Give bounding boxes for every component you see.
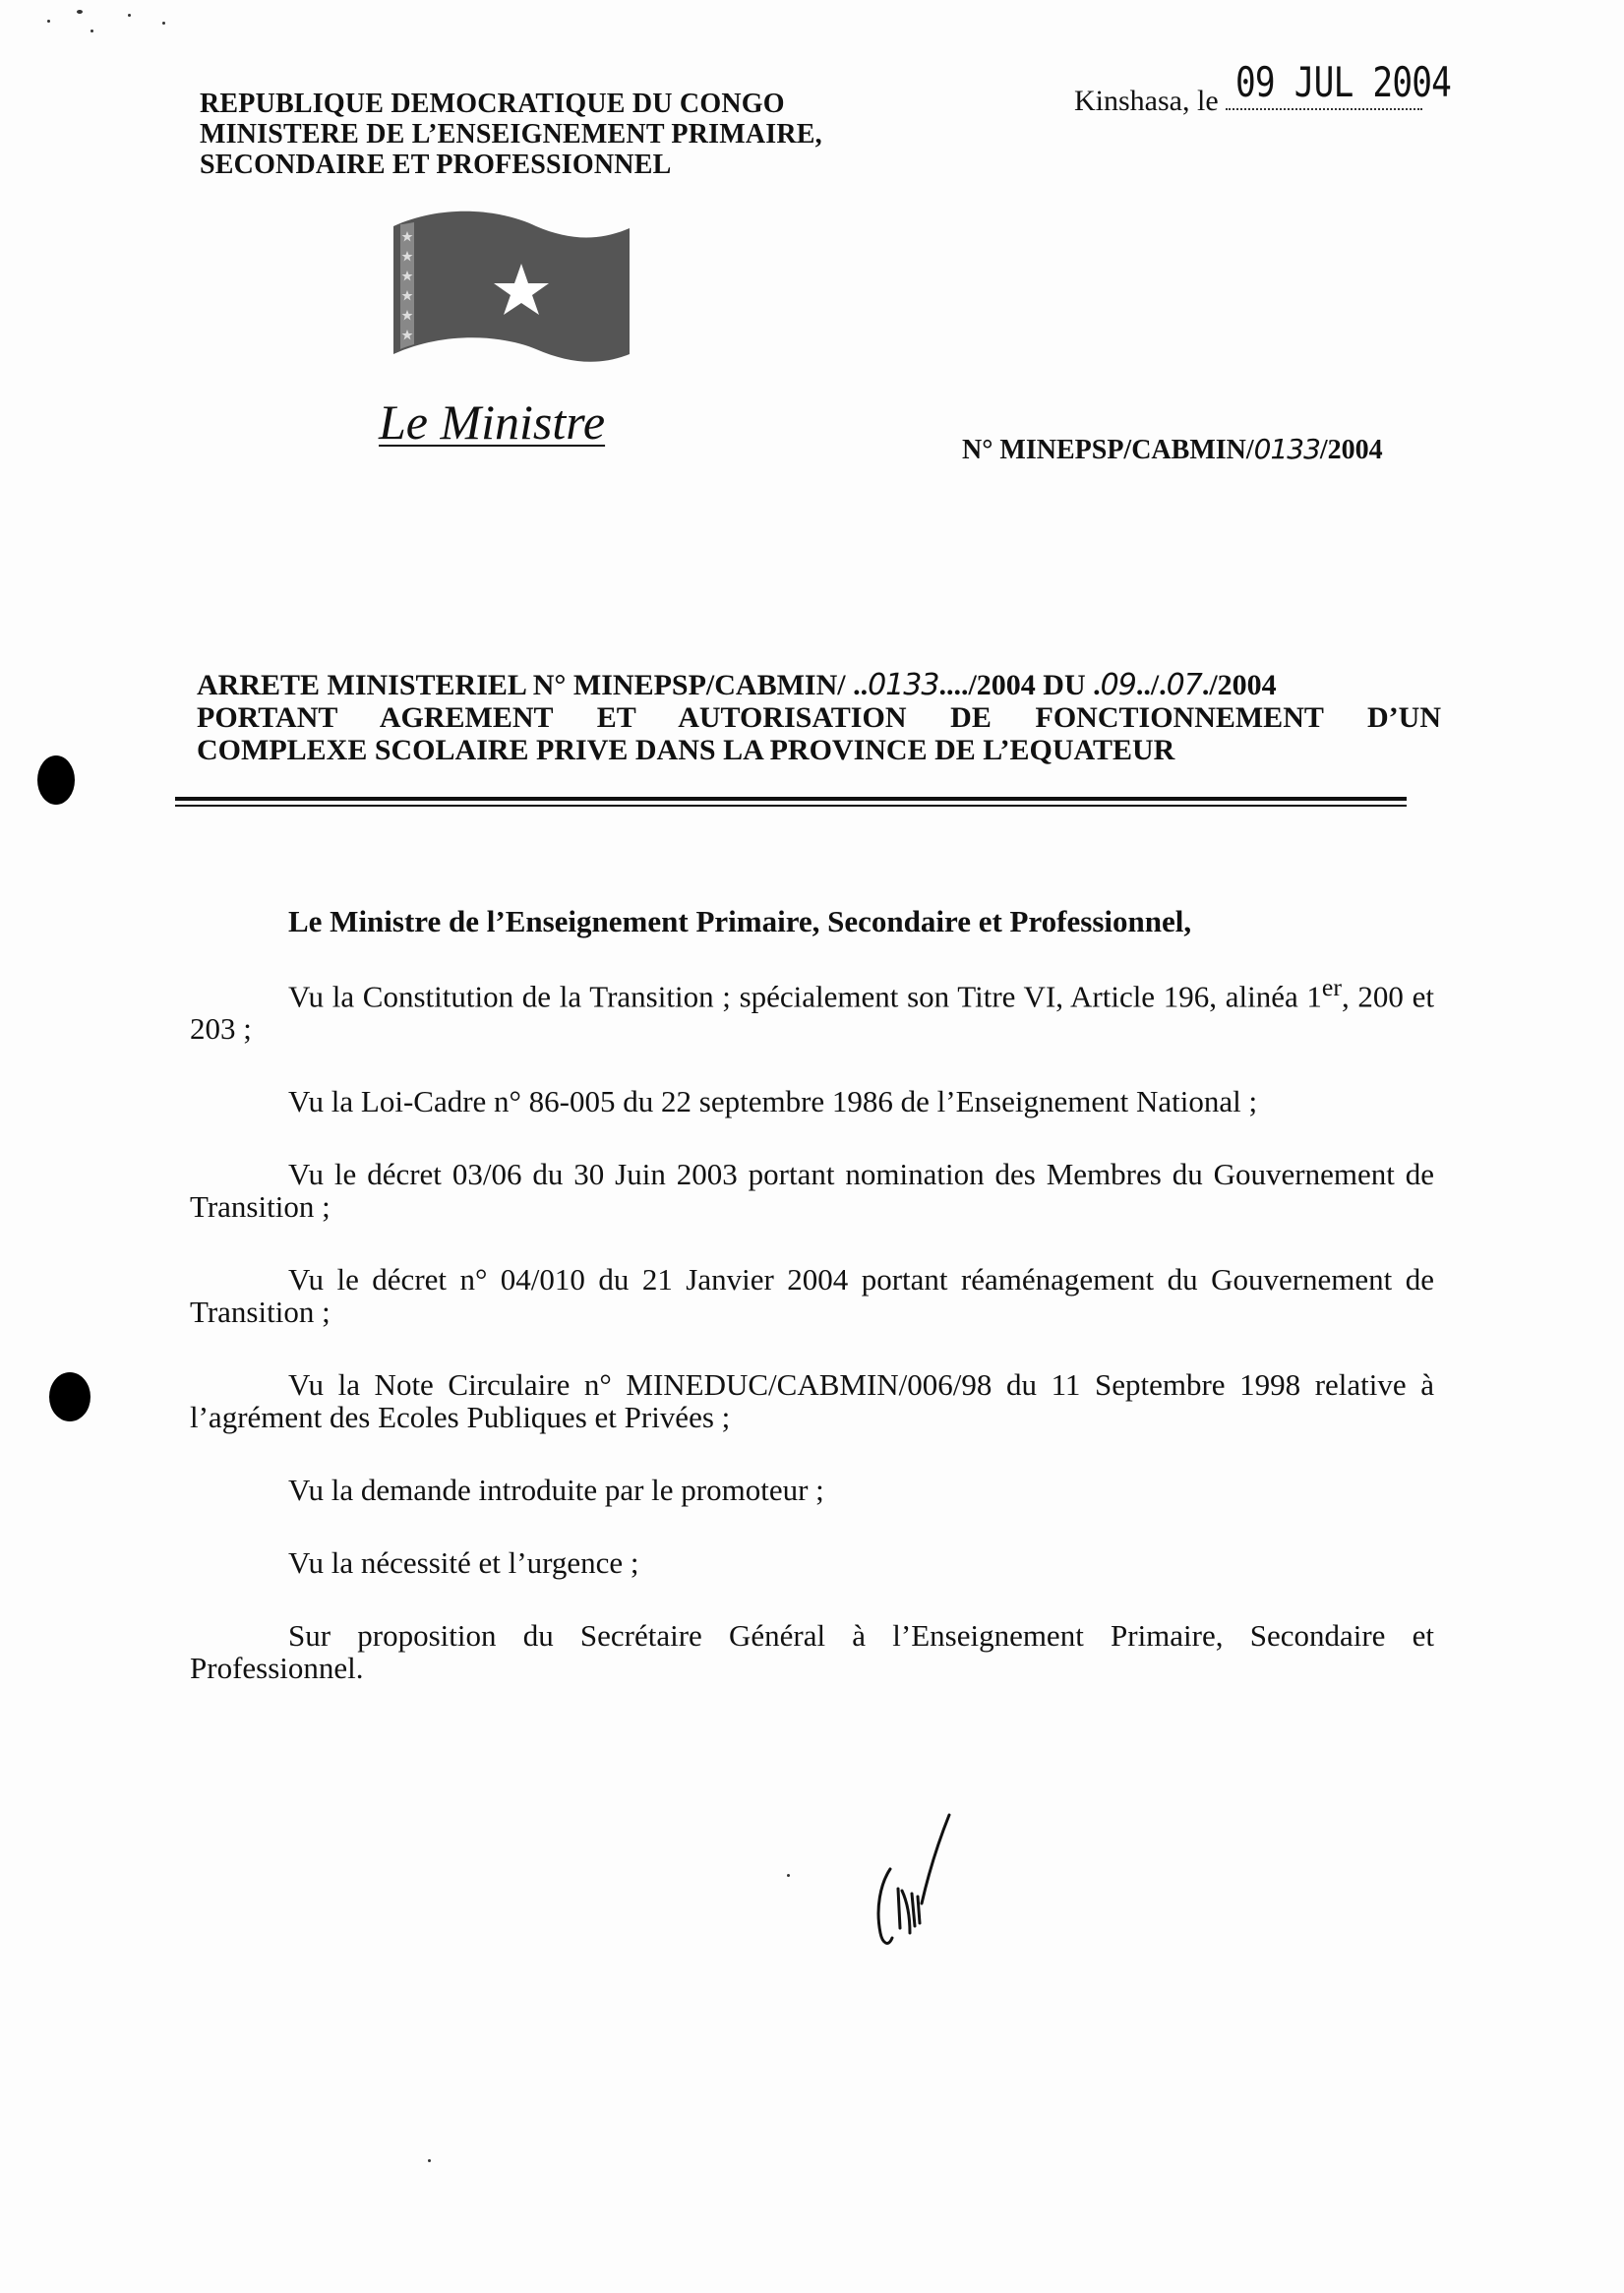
scan-speck [428, 2159, 431, 2162]
scan-speck [77, 10, 83, 14]
decree-title-sep: ../. [1135, 669, 1167, 701]
recital-constitution-sup: er [1321, 973, 1342, 1001]
signature-initials [861, 1810, 979, 1972]
recital-constitution-end: , 200 et 203 ; [190, 979, 1434, 1047]
recital-decret-reamenagement: Vu le décret n° 04/010 du 21 Janvier 2004 portant réaménagement du Gouvernement de Transition ; [190, 1262, 1434, 1330]
recital-constitution [190, 971, 1434, 1045]
place-label: Kinshasa, le [1074, 85, 1219, 117]
reference-handwritten-number: 0133 [1253, 433, 1320, 465]
decree-title-suffix: ./2004 [1201, 669, 1277, 701]
recital-urgence: Vu la nécessité et l’urgence ; [288, 1545, 639, 1581]
title-underline [175, 797, 1407, 801]
date-field [1226, 58, 1452, 110]
country-name: REPUBLIQUE DEMOCRATIQUE DU CONGO [200, 89, 785, 119]
ministry-header [200, 89, 822, 180]
minister-title: Le Ministre [379, 394, 606, 450]
recital-loi-cadre: Vu la Loi-Cadre n° 86-005 du 22 septembre 1986 de l’Enseignement National ; [288, 1084, 1258, 1119]
decree-title-prefix: ARRETE MINISTERIEL N° MINEPSP/CABMIN/ .. [197, 669, 869, 701]
scan-speck [162, 22, 165, 25]
scan-speck [787, 1874, 790, 1877]
punch-hole [37, 755, 75, 805]
recital-proposition: Sur proposition du Secrétaire Général à l’Enseignement Primaire, Secondaire et Professionnel. [190, 1618, 1434, 1686]
decree-handwritten-number: 0133 [868, 668, 939, 702]
punch-hole [49, 1372, 90, 1421]
recital-constitution-text: Vu la Constitution de la Transition ; spécialement son Titre VI, Article 196, alinéa 1 [288, 979, 1322, 1014]
decree-handwritten-month: 07 [1166, 668, 1202, 702]
scan-speck [128, 14, 131, 17]
recital-demande: Vu la demande introduite par le promoteur ; [288, 1473, 824, 1508]
ministry-name-line2: SECONDAIRE ET PROFESSIONNEL [200, 150, 672, 180]
title-underline-thin [175, 805, 1407, 807]
body-intro: Le Ministre de l’Enseignement Primaire, Secondaire et Professionnel, [288, 904, 1192, 938]
decree-title [197, 669, 1441, 766]
decree-title-line1 [197, 669, 1441, 701]
decree-title-mid: ..../2004 DU . [938, 669, 1101, 701]
flag-emblem [389, 207, 634, 379]
reference-number [962, 433, 1383, 466]
recital-note-circulaire: Vu la Note Circulaire n° MINEDUC/CABMIN/006/98 du 11 Septembre 1998 relative à l’agrément des Ecoles Publiques et Privées ; [190, 1367, 1434, 1435]
recital-decret-nomination: Vu le décret 03/06 du 30 Juin 2003 portant nomination des Membres du Gouvernement de Transition ; [190, 1157, 1434, 1225]
decree-handwritten-day: 09 [1100, 668, 1136, 702]
date-stamp: 09 JUL 2004 [1235, 58, 1452, 106]
decree-title-line2: PORTANT AGREMENT ET AUTORISATION DE FONCTIONNEMENT D’UN [197, 701, 1441, 734]
ministry-name-line1: MINISTERE DE L’ENSEIGNEMENT PRIMAIRE, [200, 119, 822, 150]
scan-speck [90, 30, 93, 32]
scan-speck [47, 20, 50, 23]
document-body [190, 905, 1434, 1724]
decree-title-line3: COMPLEXE SCOLAIRE PRIVE DANS LA PROVINCE DE L’EQUATEUR [197, 734, 1175, 766]
reference-prefix: N° MINEPSP/CABMIN/ [962, 435, 1254, 465]
reference-suffix: /2004 [1319, 435, 1383, 465]
place-date [1074, 58, 1452, 118]
